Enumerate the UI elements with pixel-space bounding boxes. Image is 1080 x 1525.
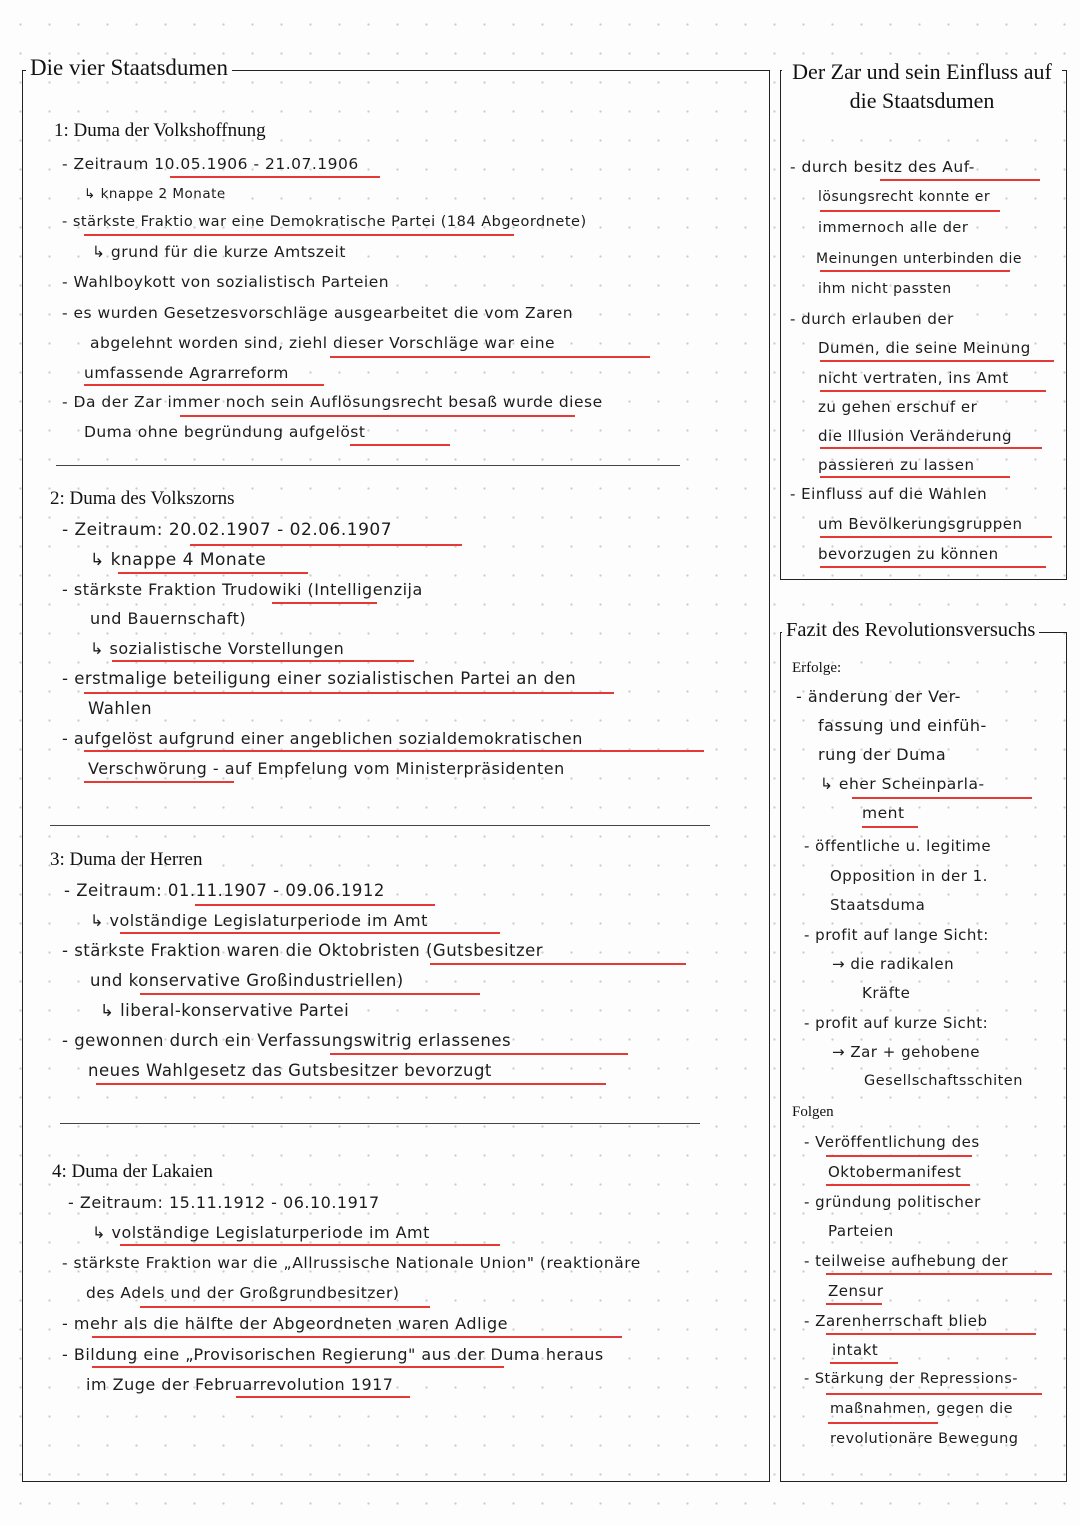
- erfolge-line: - öffentliche u. legitime: [804, 837, 992, 855]
- underline: [826, 1303, 882, 1305]
- zar-line: - durch besitz des Auf-: [790, 158, 975, 176]
- duma-1-line: Duma ohne begründung aufgelöst: [84, 423, 366, 441]
- section-divider: [60, 1123, 700, 1124]
- folgen-line: revolutionäre Bewegung: [830, 1431, 1019, 1447]
- duma-1-line: abgelehnt worden sind, ziehl dieser Vorschläge war eine: [90, 334, 556, 352]
- zar-line: nicht vertraten, ins Amt: [818, 369, 1009, 387]
- duma-2-line: ↳ knappe 4 Monate: [90, 550, 267, 570]
- duma-4-line: - mehr als die hälfte der Abgeordneten waren Adlige: [62, 1314, 508, 1333]
- underline: [120, 932, 500, 934]
- underline: [820, 210, 1000, 212]
- underline: [826, 1155, 972, 1157]
- erfolge-line: - profit auf lange Sicht:: [804, 926, 989, 944]
- underline: [828, 1422, 938, 1424]
- erfolge-line: ↳ eher Scheinparla-: [820, 775, 985, 793]
- underline: [826, 1393, 1042, 1395]
- section-divider: [50, 825, 710, 826]
- duma-1-line: umfassende Agrarreform: [84, 364, 289, 382]
- underline: [84, 234, 514, 236]
- left-panel-title: Die vier Staatsdumen: [26, 55, 232, 81]
- duma-3-line: - stärkste Fraktion waren die Oktobristen (Gutsbesitzer: [62, 941, 544, 960]
- duma-2-line: und Bauernschaft): [90, 609, 247, 628]
- underline: [820, 566, 1046, 568]
- duma-1-line: ↳ knappe 2 Monate: [84, 186, 226, 202]
- erfolge-line: → die radikalen: [832, 955, 955, 973]
- section-divider: [56, 465, 680, 466]
- zar-line: Dumen, die seine Meinung: [818, 339, 1031, 357]
- underline: [92, 1336, 622, 1338]
- duma-1-line: - Wahlboykott von sozialistisch Parteien: [62, 273, 390, 291]
- duma-1-line: - es wurden Gesetzesvorschläge ausgearbeitet die vom Zaren: [62, 304, 574, 322]
- underline: [120, 1244, 500, 1246]
- duma-2-line: - stärkste Fraktion Trudowiki (Intelligenzija: [62, 580, 423, 599]
- underline: [96, 1083, 606, 1085]
- zar-title-line-2: die Staatsdumen: [849, 88, 995, 113]
- underline: [190, 544, 462, 546]
- underline: [84, 781, 234, 783]
- zar-line: die Illusion Veränderung: [818, 427, 1013, 445]
- erfolge-line: rung der Duma: [818, 745, 947, 764]
- duma-1-line: - stärkste Fraktio war eine Demokratische Partei (184 Abgeordnete): [62, 214, 587, 230]
- zar-line: ihm nicht passten: [818, 281, 952, 297]
- duma-2-line: - erstmalige beteiligung einer sozialistischen Partei an den: [62, 669, 577, 688]
- duma-2-heading: 2: Duma des Volkszorns: [50, 488, 235, 509]
- erfolge-line: - änderung der Ver-: [796, 687, 961, 706]
- underline: [140, 993, 480, 995]
- duma-4-line: des Adels und der Großgrundbesitzer): [86, 1284, 400, 1302]
- underline: [820, 447, 1042, 449]
- underline: [826, 1333, 1036, 1335]
- zar-line: lösungsrecht konnte er: [818, 189, 991, 205]
- duma-1-line: - Zeitraum 10.05.1906 - 21.07.1906: [62, 155, 359, 173]
- duma-2-line: Wahlen: [88, 699, 153, 718]
- underline: [430, 963, 686, 965]
- underline: [830, 1362, 898, 1364]
- duma-3-line: ↳ volständige Legislaturperiode im Amt: [90, 911, 428, 930]
- underline: [826, 1184, 970, 1186]
- duma-1-line: - Da der Zar immer noch sein Auflösungsrecht besaß wurde diese: [62, 393, 603, 411]
- duma-2-line: - aufgelöst aufgrund einer angeblichen sozialdemokratischen: [62, 729, 583, 748]
- underline: [112, 660, 414, 662]
- folgen-label: Folgen: [792, 1104, 834, 1120]
- folgen-line: Parteien: [828, 1222, 894, 1240]
- duma-3-line: neues Wahlgesetz das Gutsbesitzer bevorzugt: [88, 1061, 492, 1080]
- underline: [272, 602, 377, 604]
- fazit-panel-title: Fazit des Revolutionsversuchs: [782, 619, 1039, 642]
- underline: [350, 444, 450, 446]
- underline: [330, 1053, 628, 1055]
- duma-4-line: - Bildung eine „Provisorischen Regierung" aus der Duma heraus: [62, 1345, 604, 1364]
- erfolge-line: - profit auf kurze Sicht:: [804, 1014, 989, 1032]
- duma-3-line: ↳ liberal-konservative Partei: [100, 1001, 350, 1020]
- underline: [140, 1306, 430, 1308]
- erfolge-line: → Zar + gehobene: [832, 1043, 980, 1061]
- underline: [180, 415, 575, 417]
- underline: [92, 1366, 504, 1368]
- folgen-line: Oktobermanifest: [828, 1163, 962, 1181]
- duma-4-line: - stärkste Fraktion war die „Allrussische Nationale Union" (reaktionäre: [62, 1254, 641, 1272]
- underline: [862, 826, 918, 828]
- erfolge-label: Erfolge:: [792, 660, 842, 676]
- zar-line: - durch erlauben der: [790, 310, 954, 328]
- duma-1-heading: 1: Duma der Volkshoffnung: [54, 120, 266, 141]
- duma-3-line: - gewonnen durch ein Verfassungswitrig erlassenes: [62, 1031, 512, 1050]
- underline: [852, 797, 1032, 799]
- underline: [880, 179, 1040, 181]
- duma-2-line: - Zeitraum: 20.02.1907 - 02.06.1907: [62, 520, 393, 540]
- underline: [170, 176, 380, 178]
- zar-line: - Einfluss auf die Wahlen: [790, 485, 988, 503]
- erfolge-line: Kräfte: [862, 984, 911, 1002]
- folgen-line: Zensur: [828, 1282, 884, 1300]
- underline: [820, 476, 1010, 478]
- folgen-line: maßnahmen, gegen die: [830, 1401, 1014, 1417]
- duma-1-line: ↳ grund für die kurze Amtszeit: [92, 243, 346, 261]
- duma-3-line: und konservative Großindustriellen): [90, 971, 404, 990]
- duma-2-line: Verschwörung - auf Empfelung vom Ministerpräsidenten: [88, 759, 565, 778]
- erfolge-line: ment: [862, 804, 905, 822]
- duma-4-heading: 4: Duma der Lakaien: [52, 1161, 213, 1182]
- underline: [236, 1396, 410, 1398]
- underline: [820, 536, 1052, 538]
- duma-2-line: ↳ sozialistische Vorstellungen: [90, 639, 345, 658]
- erfolge-line: Staatsduma: [830, 896, 926, 914]
- duma-4-line: - Zeitraum: 15.11.1912 - 06.10.1917: [68, 1193, 380, 1212]
- zar-line: immernoch alle der: [818, 220, 969, 236]
- underline: [820, 360, 1054, 362]
- underline: [118, 572, 308, 574]
- duma-4-line: im Zuge der Februarrevolution 1917: [86, 1375, 394, 1394]
- folgen-line: - Stärkung der Repressions-: [804, 1371, 1019, 1387]
- zar-line: bevorzugen zu können: [818, 545, 999, 563]
- underline: [820, 390, 1046, 392]
- underline: [820, 270, 1010, 272]
- duma-3-heading: 3: Duma der Herren: [50, 849, 203, 870]
- erfolge-line: Gesellschaftsschiten: [864, 1073, 1023, 1089]
- folgen-line: - teilweise aufhebung der: [804, 1252, 1009, 1270]
- underline: [84, 384, 324, 386]
- zar-line: um Bevölkerungsgruppen: [818, 515, 1023, 533]
- folgen-line: - Zarenherrschaft blieb: [804, 1312, 988, 1330]
- underline: [84, 750, 704, 752]
- zar-line: Meinungen unterbinden die: [816, 251, 1022, 267]
- underline: [826, 1273, 1052, 1275]
- folgen-line: - Veröffentlichung des: [804, 1133, 980, 1151]
- erfolge-line: Opposition in der 1.: [830, 867, 988, 885]
- zar-panel-title: [782, 57, 1062, 115]
- duma-3-line: - Zeitraum: 01.11.1907 - 09.06.1912: [64, 881, 385, 900]
- underline: [330, 356, 650, 358]
- erfolge-line: fassung und einfüh-: [818, 716, 987, 735]
- underline: [84, 692, 614, 694]
- zar-line: zu gehen erschuf er: [818, 398, 978, 416]
- folgen-line: intakt: [832, 1341, 879, 1359]
- folgen-line: - gründung politischer: [804, 1193, 981, 1211]
- zar-title-line-1: Der Zar und sein Einfluss auf: [792, 59, 1052, 84]
- zar-line: passieren zu lassen: [818, 456, 975, 474]
- underline: [195, 904, 435, 906]
- duma-4-line: ↳ volständige Legislaturperiode im Amt: [92, 1223, 430, 1242]
